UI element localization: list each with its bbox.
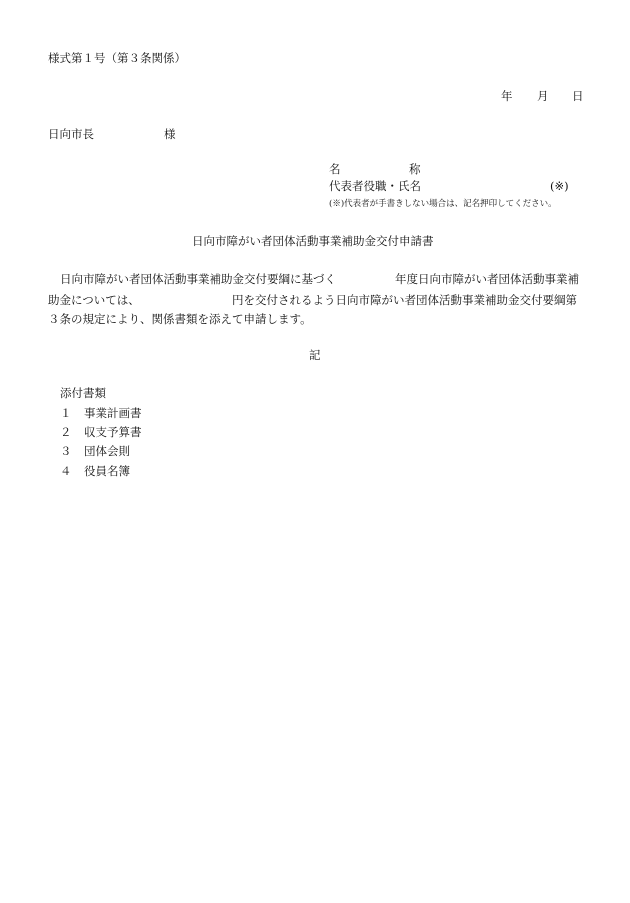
attachment-number: ４ bbox=[60, 464, 72, 478]
attachment-label: 役員名簿 bbox=[84, 464, 130, 478]
addressee-honorific: 様 bbox=[164, 127, 176, 141]
attachments-heading: 添付書類 bbox=[60, 386, 106, 400]
document-title: 日向市障がい者団体活動事業補助金交付申請書 bbox=[192, 234, 434, 248]
attachment-number: ３ bbox=[60, 444, 72, 458]
attachment-label: 収支予算書 bbox=[84, 425, 142, 439]
attachment-label: 事業計画書 bbox=[84, 406, 142, 420]
body-line2-a: 助金については、 bbox=[48, 293, 140, 307]
body-line3: ３条の規定により、関係書類を添えて申請します。 bbox=[48, 312, 312, 326]
ki-label: 記 bbox=[309, 348, 321, 362]
body-line1-a: 日向市障がい者団体活動事業補助金交付要綱に基づく bbox=[60, 272, 336, 286]
addressee-name: 日向市長 bbox=[48, 127, 94, 141]
name-label-1: 名 bbox=[329, 162, 341, 176]
seal-mark: (※) bbox=[550, 179, 569, 193]
date-day: 日 bbox=[572, 89, 584, 103]
attachment-label: 団体会則 bbox=[84, 444, 130, 458]
attachment-number: １ bbox=[60, 406, 72, 420]
attachment-number: ２ bbox=[60, 425, 72, 439]
form-number: 様式第１号（第３条関係） bbox=[48, 51, 186, 65]
body-line2-b: 円を交付されるよう日向市障がい者団体活動事業補助金交付要綱第 bbox=[232, 293, 577, 307]
date-year: 年 bbox=[501, 89, 513, 103]
seal-note: (※)代表者が手書きしない場合は、記名押印してください。 bbox=[329, 199, 557, 209]
representative-label: 代表者役職・氏名 bbox=[329, 179, 421, 193]
name-label-2: 称 bbox=[409, 162, 421, 176]
body-line1-b: 年度日向市障がい者団体活動事業補 bbox=[395, 272, 579, 286]
date-month: 月 bbox=[537, 89, 549, 103]
